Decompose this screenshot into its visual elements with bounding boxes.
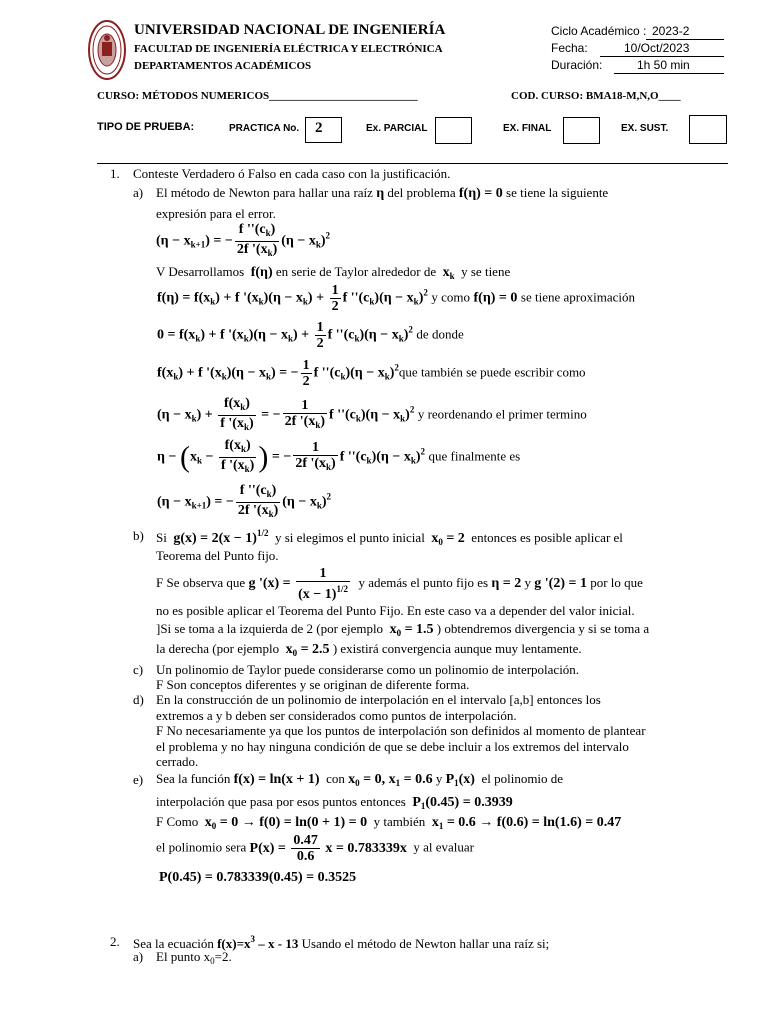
q1d-line4: el problema y no hay ninguna condición de que se debe incluir a los extremos del intervalo xyxy=(156,739,629,754)
q1c-label: c) xyxy=(133,662,144,677)
q1b-f-line4: la derecha (por ejemplo $x_0 = 2.5$ ) existirá convergencia aunque muy lentamente. xyxy=(156,641,582,658)
q1a-label: a) xyxy=(133,185,144,200)
fecha-label: Fecha: xyxy=(551,41,588,55)
q1c-line1: Un polinomio de Taylor puede considerarse como un polinomio de interpolación. xyxy=(156,662,580,677)
q1-title: Conteste Verdadero ó Falso en cada caso con la justificación. xyxy=(133,166,451,181)
q1b-f-line: F Se observa que g '(x) = $\frac{1}{(x - 1)^{1/2}}$ y además el punto fijo es η = 2 y g '(2) = 1 por lo que xyxy=(156,566,643,602)
q2-number: 2. xyxy=(110,934,120,949)
practica-value: 2 xyxy=(315,120,323,136)
q1b-f-line3: ]Si se toma a la izquierda de 2 (por ejemplo $x_0 = 1.5$ ) obtendremos divergencia y si se toma a xyxy=(156,621,650,638)
university-seal-logo xyxy=(88,20,126,80)
final-label: EX. FINAL xyxy=(503,123,552,134)
taylor-divided: $(\eta - x_k)$ + $\frac{f(x_k)}{f '(x_k)}$ = − $\frac{1}{2f '(x_k)}$ f ''$(c_k)(\eta - x_k)^2$ y reordenando el primer termino xyxy=(157,396,587,432)
q1b-label: b) xyxy=(133,528,144,543)
ciclo-label: Ciclo Académico : xyxy=(551,24,647,38)
curso-line: CURSO: MÉTODOS NUMERICOS___________________________ xyxy=(97,90,418,102)
q1e-line2: interpolación que pasa por esos puntos entonces $P_1(0.45) = 0.3939$ xyxy=(156,794,513,811)
ciclo-value: 2023-2 xyxy=(652,24,690,38)
practica-label: PRACTICA No. xyxy=(229,123,300,134)
practica-box xyxy=(305,117,342,143)
q1d-line1: En la construcción de un polinomio de interpolación en el intervalo [a,b] entonces los xyxy=(156,692,601,707)
sust-box xyxy=(689,115,727,144)
university-name: UNIVERSIDAD NACIONAL DE INGENIERÍA xyxy=(134,22,446,38)
q1b-line1: Si $g(x) = 2(x - 1)^{1/2}$ y si elegimos el punto inicial $x_0 = 2$ entonces es posible aplicar el xyxy=(156,528,623,547)
q1e-label: e) xyxy=(133,772,144,787)
newton-step: $\eta - (x_k$ − $\frac{f(x_k)}{f '(x_k)}$ ) = − $\frac{1}{2f '(x_k)}$ f ''$(c_k)(\eta - x_k)^2$ que finalmente es xyxy=(157,438,521,474)
faculty-name: FACULTAD DE INGENIERÍA ELÉCTRICA Y ELECTRÓNICA xyxy=(134,43,443,55)
error-formula-2: $(\eta - x_{k+1})$ = − $\frac{f ''(c_k)}{2f '(x_k)}$ $(\eta - x_k)^2$ xyxy=(157,483,332,519)
taylor-rearranged: $f(x_k) + f$ '$(x_k)(\eta - x_k)$ = − $\frac{1}{2}$ f ''$(c_k)(\eta - x_k)^2que$ también se puede escribir como xyxy=(157,358,586,389)
sust-label: EX. SUST. xyxy=(621,123,669,134)
cod-curso: COD. CURSO: BMA18-M,N,O____ xyxy=(511,90,681,102)
q1c-line2: F Son conceptos diferentes y se originan de diferente forma. xyxy=(156,677,470,692)
taylor-expansion: $f(\eta) = f(x_k) + f$ '$(x_k)(\eta - x_k)$ + $\frac{1}{2}$ f ''$(c_k)(\eta - x_k)^2$ y como f(η) = 0 se tiene aproximación xyxy=(157,283,635,314)
duracion-label: Duración: xyxy=(551,58,603,72)
error-formula-1: $(\eta - x_{k+1})$ = − $\frac{f ''(c_k)}{2f '(x_k)}$ $(\eta - x_k)^2$ xyxy=(156,222,331,258)
parcial-box xyxy=(435,117,472,144)
q1a-line1: El método de Newton para hallar una raíz η del problema f(η) = 0 se tiene la siguiente xyxy=(156,185,609,201)
q1b-f-line2: no es posible aplicar el Teorema del Punto Fijo. En este caso va a depender del valor inicial. xyxy=(156,603,635,618)
q1e-line1: Sea la función f(x) = ln(x + 1) con $x_0 = 0$, $x_1 = 0.6$ y $P_1(x)$ el polinomio de xyxy=(156,771,564,788)
q1e-line4: el polinomio sera P(x) = $\frac{0.47}{0.6}$ x = 0.783339x y al evaluar xyxy=(156,833,474,864)
taylor-zero: $0 = f(x_k) + f$ '$(x_k)(\eta - x_k)$ + $\frac{1}{2}$ f ''$(c_k)(\eta - x_k)^2$ de donde xyxy=(157,320,464,351)
q1-number: 1. xyxy=(110,166,120,181)
q1e-result: P(0.45) = 0.783339(0.45) = 0.3525 xyxy=(159,870,357,885)
parcial-label: Ex. PARCIAL xyxy=(366,123,428,134)
v-line1: V Desarrollamos f(η) en serie de Taylor alrededor de $x_k$ y se tiene xyxy=(156,264,511,281)
q2a-label: a) xyxy=(133,949,144,964)
q1b-line2: Teorema del Punto fijo. xyxy=(156,548,279,563)
q2a-line: El punto $x_0=2$. xyxy=(156,949,232,966)
q1d-line3: F No necesariamente ya que los puntos de interpolación son definidos al momento de plantear xyxy=(156,723,646,738)
final-box xyxy=(563,117,600,144)
tipo-prueba-label: TIPO DE PRUEBA: xyxy=(97,121,195,133)
duracion-value: 1h 50 min xyxy=(637,58,690,72)
q1d-label: d) xyxy=(133,692,144,707)
q1a-line2: expresión para el error. xyxy=(156,206,276,221)
q1d-line2: extremos a y b deben ser considerados como puntos de interpolación. xyxy=(156,708,517,723)
fecha-value: 10/Oct/2023 xyxy=(624,41,690,55)
department-name: DEPARTAMENTOS ACADÉMICOS xyxy=(134,60,312,72)
q1e-line3: F Como $x_0 = 0 \to f(0) = \ln(0 + 1) = 0$ y también $x_1 = 0.6 \to f(0.6) = \ln(1.6) = 0.47$ xyxy=(156,814,622,831)
q1d-line5: cerrado. xyxy=(156,754,199,769)
q2-line1: Sea la ecuación $f(x)=x^3 - x - 13$ Usando el método de Newton hallar una raíz si; xyxy=(133,934,550,951)
